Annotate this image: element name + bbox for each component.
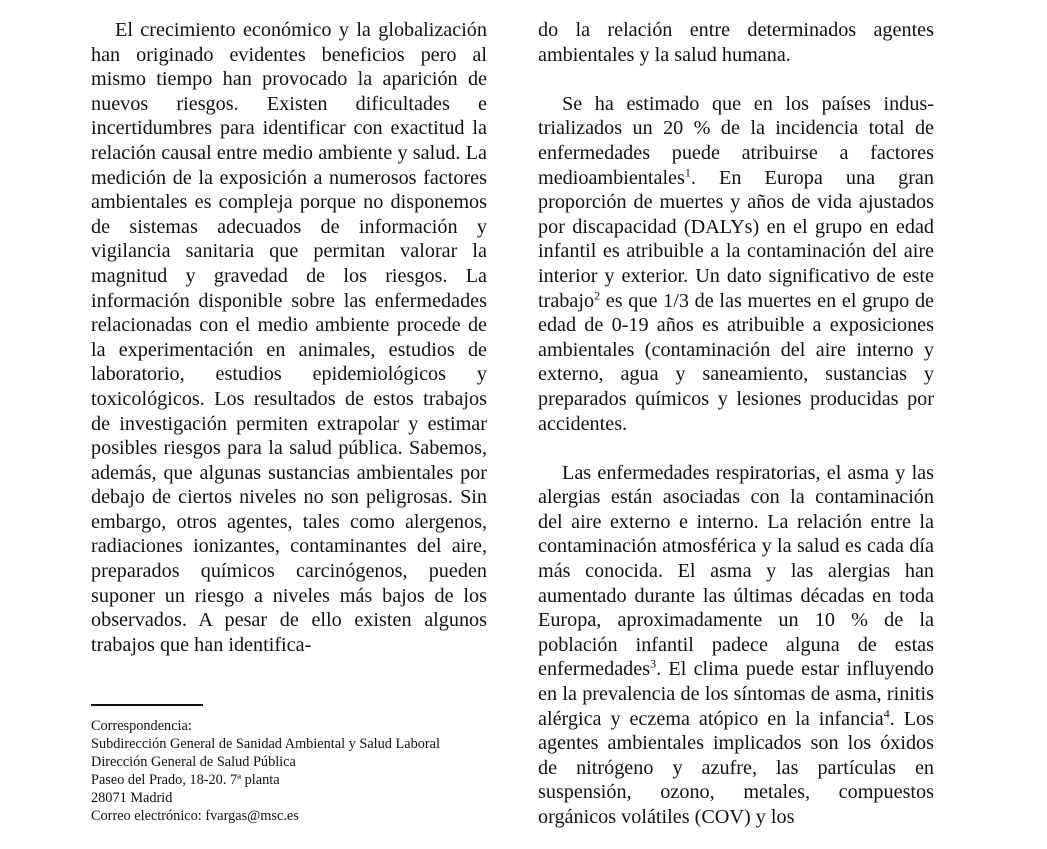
footnote-reference: 3	[650, 656, 657, 671]
paragraph-spacer	[538, 436, 934, 461]
correspondence-address: Paseo del Prado, 18-20. 7ª planta	[91, 772, 280, 789]
correspondence-heading: Correspondencia:	[91, 718, 192, 734]
paragraph-text: . El clima puede estar influyendo en la prevalencia de los síntomas de asma, rinitis alérgica y eczema atópico en la infancia	[538, 658, 934, 730]
correspondence-email: Correo electrónico: fvargas@msc.es	[91, 808, 299, 825]
correspondence-line: Subdirección General de Sanidad Ambiental y Salud Laboral	[91, 736, 440, 753]
body-paragraph	[91, 18, 487, 657]
body-paragraph	[538, 461, 934, 830]
footnote-reference: 2	[594, 287, 601, 302]
paragraph-text: Se ha estimado que en los países industrializados un 20 % de la incidencia total de enfermedades puede atribuirse a factores medioambientales	[538, 92, 934, 189]
body-paragraph	[538, 92, 934, 436]
paragraph-text: Las enfermedades respiratorias, el asma y las alergias están asociadas con la contaminación del aire externo e interno. La relación entre la contaminación atmosférica y la salud es cada día más conocida. El asma y las alergias han aumentado durante las últimas décadas en toda Europa, aproximadamente un 10 % de la población infantil padece alguna de estas enfermedades	[538, 461, 934, 681]
paragraph-text: El crecimiento económico y la globalización han originado evidentes beneficios pero al mismo tiempo han provocado la aparición de nuevos riesgos. Existen dificultades e incertidumbres para identificar con exactitud la relación causal entre medio ambiente y salud. La medición de la exposición a numerosos factores ambientales es compleja porque no disponemos de sistemas adecuados de información y vigilancia sanitaria que permitan valorar la magnitud y gravedad de los riesgos. La información disponible sobre las enfermedades relacionadas con el medio ambiente procede de la experimentación en animales, estudios de laboratorio, estudios epidemiológicos y toxicológicos. Los resultados de estos trabajos de investigación permiten extrapolar y estimar posibles riesgos para la salud pública. Sabemos, además, que algunas sustancias ambientales por debajo de ciertos niveles no son peligrosas. Sin embargo, otros agentes, tales como alergenos, radiaciones ionizantes, contaminantes del aire, preparados químicos carcinógenos, pueden suponer un riesgo a niveles más bajos de los observados. A pesar de ello existen algunos trabajos que han identifica-	[91, 19, 487, 656]
footnote-reference: 1	[684, 164, 691, 179]
correspondence-block	[91, 717, 511, 826]
correspondence-line: Dirección General de Salud Pública	[91, 754, 296, 771]
body-paragraph-continuation	[538, 18, 934, 67]
correspondence-city: 28071 Madrid	[91, 790, 173, 807]
footnote-divider	[91, 704, 203, 706]
paragraph-text: do la relación entre determinados agentes ambientales y la salud humana.	[538, 19, 934, 66]
paragraph-text: . En Europa una gran proporción de muertes y años de vida ajustados por discapacidad (DALYs) en el grupo en edad infantil es atribuible a la contaminación del aire interior y exterior. Un dato significativo de este trabajo	[538, 166, 934, 312]
paragraph-spacer	[538, 67, 934, 92]
left-column	[91, 18, 487, 657]
paragraph-text: es que 1/3 de las muertes en el grupo de edad de 0-19 años es atribuible a exposiciones ambientales (contaminación del aire interno y externo, agua y saneamiento, sustancias y preparados químicos y lesiones producidas por accidentes.	[538, 289, 934, 435]
footnote-reference: 4	[883, 705, 890, 720]
paragraph-text: . Los agentes ambientales implicados son los óxidos de nitrógeno y azufre, las partículas en suspensión, ozono, metales, compuestos orgánicos volátiles (COV) y los	[538, 707, 934, 828]
right-column	[538, 18, 934, 830]
